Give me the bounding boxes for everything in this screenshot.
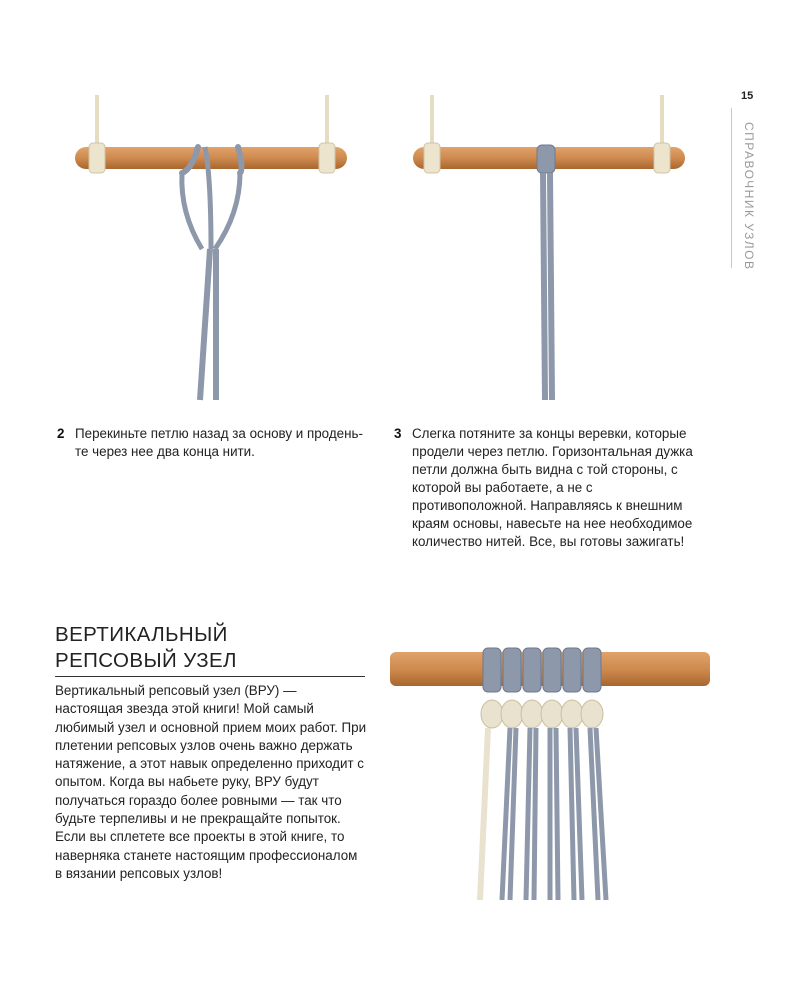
string-wrap-right — [319, 143, 335, 173]
dowel — [75, 147, 347, 169]
section-heading — [55, 622, 237, 674]
cord-loop-right — [238, 147, 242, 173]
section-body: Вертикальный репсовый узел (ВРУ) — настоящая звезда этой книги! Мой самый любимый узел и основной прием моих работ. При плетении репсовых узлов очень важно держать натяжение, а этот навык определенно приходит с опытом. Когда вы набьете руку, ВРУ будут получаться гораздо более ровными — так что будьте терпеливы и не прекращайте попыток. Если вы сплетете все проекты в этой книге, то наверняка станете настоящим профессионалом в вязании репсовых узлов! — [55, 683, 367, 881]
working-cord — [480, 728, 488, 900]
heading-rule — [55, 676, 365, 677]
vertical-knot-row — [481, 700, 603, 728]
string-wrap-right — [654, 143, 670, 173]
side-rule — [731, 108, 732, 268]
larks-head-knot — [537, 145, 555, 173]
section-heading-line-1: ВЕРТИКАЛЬНЫЙ — [55, 623, 228, 646]
step-3-photo — [405, 95, 690, 405]
step-2 — [57, 425, 375, 461]
step-2-photo — [70, 95, 355, 405]
step-3 — [394, 425, 708, 551]
cord-tail-1 — [543, 173, 545, 400]
step-number: 2 — [57, 426, 65, 441]
step-number: 3 — [394, 426, 402, 441]
cord-tail-2 — [550, 173, 552, 400]
section-heading-line-2: РЕПСОВЫЙ УЗЕЛ — [55, 649, 237, 672]
cord-strand-1 — [182, 173, 202, 249]
vru-photo — [390, 640, 710, 910]
step-text: Перекиньте петлю назад за основу и продень-те через нее два конца нити. — [75, 426, 363, 459]
string-wrap-left — [89, 143, 105, 173]
cord-strand-2 — [215, 173, 240, 249]
string-wrap-left — [424, 143, 440, 173]
hanging-cords — [502, 728, 606, 900]
page-number: 15 — [741, 90, 754, 102]
section-label: СПРАВОЧНИК УЗЛОВ — [742, 122, 756, 271]
cord-tail-1 — [200, 249, 210, 400]
step-text: Слегка потяните за концы веревки, которые продели через петлю. Горизонтальная дужка петли должна быть видна с той стороны, с которой вы работаете, а не с противоположной. Направляясь к внешним краям основы, навесьте на нее необходимое количество нитей. Все, вы готовы зажигать! — [412, 426, 693, 549]
